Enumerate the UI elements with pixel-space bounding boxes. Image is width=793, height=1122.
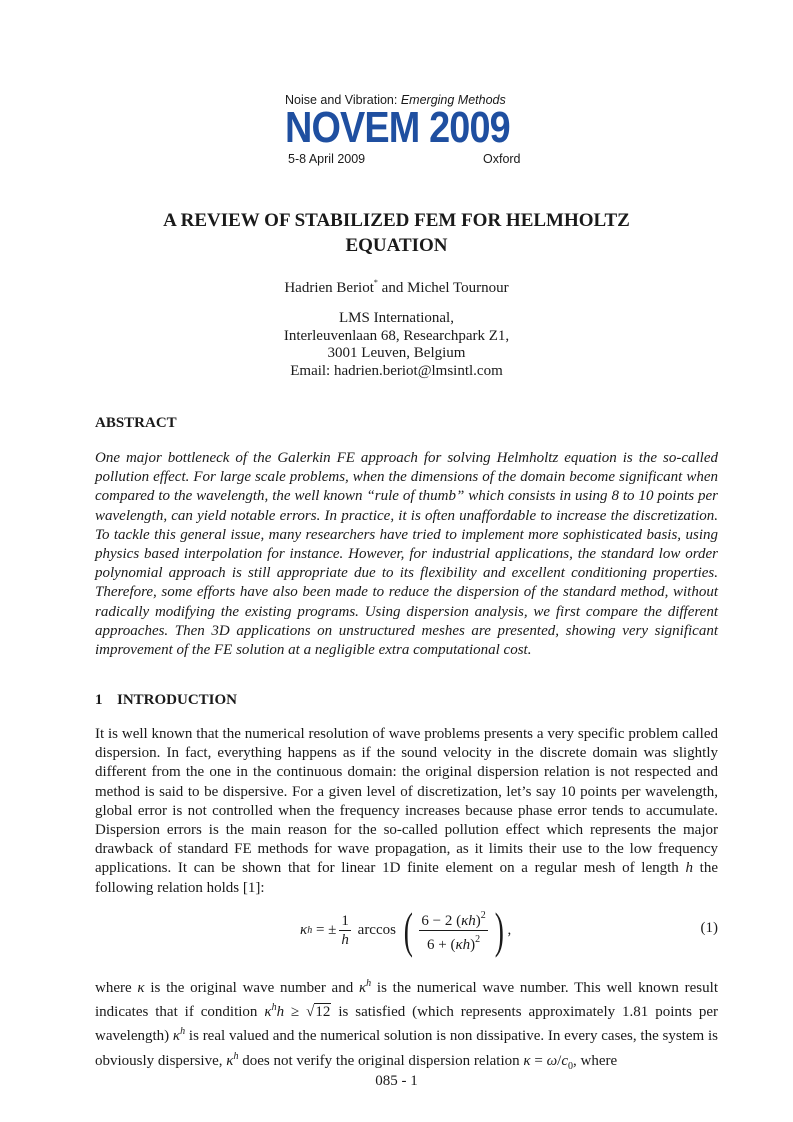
conference-city: Oxford — [483, 152, 521, 166]
section-number: 1 — [95, 692, 103, 708]
conference-subtitle: Emerging Methods — [400, 93, 506, 107]
page-number: 085 - 1 — [375, 1073, 418, 1089]
affiliation — [90, 310, 703, 380]
conference-logo: NOVEM 2009 — [285, 103, 510, 152]
para2-text: where — [95, 980, 132, 996]
equation-body: κ h = ± $\frac{1}{h}$ arccos ( $\frac{6 - 2 (\kappa h)^2}{6 + (\kappa h)^2}$ ) , — [300, 902, 512, 958]
author-separator: and — [377, 280, 408, 296]
abstract-heading: ABSTRACT — [95, 415, 177, 431]
section-title: INTRODUCTION — [117, 692, 238, 708]
equation-1 — [95, 898, 718, 962]
paper-title — [90, 208, 703, 258]
para2-text: , where — [573, 1052, 618, 1069]
affiliation-line: Interleuvenlaan 68, Researchpark Z1, — [283, 327, 510, 344]
para2-text: does not verify the original dispersion relation — [238, 1052, 524, 1069]
para2-text: is the original wave number and — [144, 980, 359, 996]
equation-number: (1) — [700, 920, 718, 936]
authors — [90, 278, 703, 297]
intro-paragraph-2: where κ is the original wave number and $\kappa^h$ is the numerical wave number. This well known result indicates that if condition $\kappa^hh \ge √12$ is satisfied (which represents approximately 1.81 points per wavelength) $\kappa^h$ is real valued and the numerical solution is non dissipative. In every cases, the system is obviously dispersive, $\kappa^h$ does not verify the original dispersion relation $\kappa = \omega/c_0$, where — [95, 978, 718, 1072]
author-1: Hadrien Beriot — [284, 280, 374, 296]
para1-end: the following relation holds [1]: — [95, 860, 719, 896]
conference-dates: 5-8 April 2009 — [288, 152, 366, 166]
para1-variable: h — [685, 860, 693, 877]
author-1-mark: * — [373, 278, 378, 287]
intro-paragraph-1 — [95, 725, 718, 898]
author-2: Michel Tournour — [407, 280, 509, 296]
title-line-2: EQUATION — [345, 235, 448, 256]
affiliation-email: Email: hadrien.beriot@lmsintl.com — [290, 362, 503, 379]
intro-heading — [95, 692, 237, 709]
para2-text: is the numerical wave number. This well known result indicates that if condition — [95, 980, 718, 1021]
affiliation-line: LMS International, — [339, 310, 454, 326]
para1-text: It is well known that the numerical resolution of wave problems presents a very specific problem called dispersion. In fact, everything happens as if the sound velocity in the discrete domain was slightly different from the one in the continuous domain: the original dispersion relation is not respected and method is said to be dispersive. For a given level of discretization, let’s say 10 points per wavelength, global error is not controlled when the frequency increases because phase error tends to accumulate. Dispersion errors is the main reason for the so-called pollution effect which represents the major drawback of standard FE methods for wave propagation, as it limits their use to the low frequency applications. It can be shown that for linear 1D finite element on a regular mesh of length — [95, 726, 718, 877]
para2-text: is satisfied (which represents approximately 1.81 points per wavelength) — [95, 1004, 718, 1045]
abstract-text: One major bottleneck of the Galerkin FE approach for solving Helmholtz equation is the so-called pollution effect. For large scale problems, when the dimensions of the domain become significant when compared to the wavelength, the well known “rule of thumb” which consists in using 8 to 10 points per wavelength, can yield notable errors. In practice, it is often unaffordable to increase the discretization. To tackle this general issue, many researchers have tried to implement more sophisticated basis, using physics based interpolation for instance. However, for industrial applications, the standard low order polynomial approach is still appropriate due to its flexibility and excellent conditioning properties. Therefore, some efforts have also been made to reduce the dispersion of the standard method, without radically modifying the existing programs. Using dispersion analysis, we first compare the different approaches. Then 3D applications on unstructured meshes are presented, showing very significant improvement of the FE solution at a negligible extra computational cost. — [95, 450, 718, 659]
title-line-1: A REVIEW OF STABILIZED FEM FOR HELMHOLTZ — [163, 210, 630, 231]
para2-text: is real valued and the numerical solution is non dissipative. In every cases, the system is obviously dispersive, — [95, 1028, 718, 1069]
affiliation-line: 3001 Leuven, Belgium — [327, 345, 466, 361]
conference-prefix: Noise and Vibration: — [285, 93, 401, 107]
